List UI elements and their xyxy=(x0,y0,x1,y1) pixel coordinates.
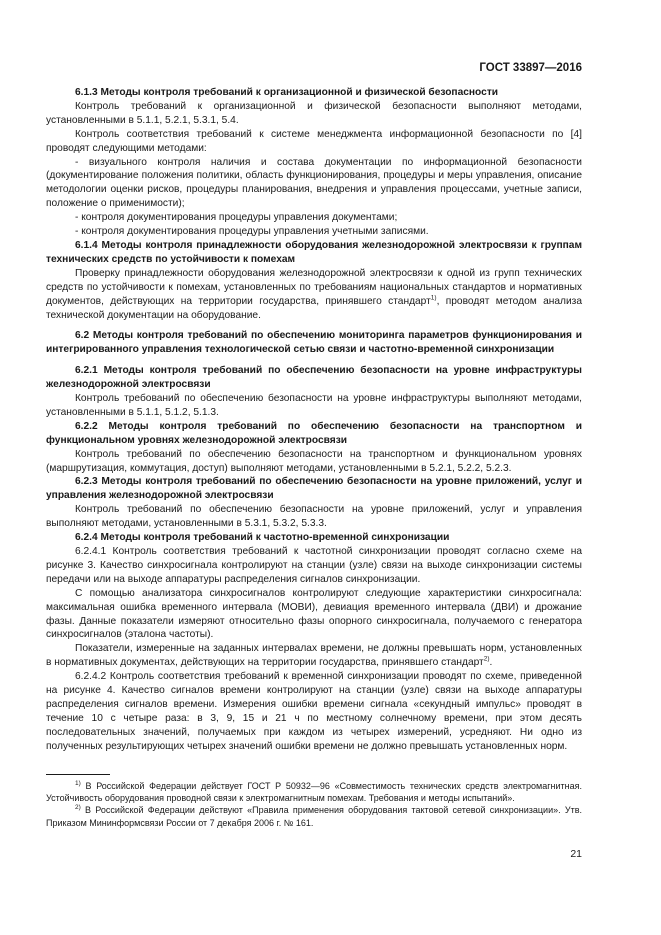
section-6-2-4-1-paragraph-1: 6.2.4.1 Контроль соответствия требований к частотной синхронизации проводят согласно схеме на рисунке 3. Качество синхросигнала контролируют на станции (узле) связи на выходе синхронизации системы передачи или на выходе аппаратуры распределения сигналов синхронизации. xyxy=(46,546,582,585)
section-6-1-4-title: 6.1.4 Методы контроля принадлежности оборудования железнодорожной электросвязи к группам технических средств по устойчивости к помехам xyxy=(46,239,582,265)
section-6-2-1-title: 6.2.1 Методы контроля требований по обеспечению безопасности на уровне инфраструктуры железнодорожной электросвязи xyxy=(46,365,582,391)
section-6-2-4-2-paragraph-1: 6.2.4.2 Контроль соответствия требований к временной синхронизации проводят по схеме, приведенной на рисунке 4. Качество сигналов времени контролируют на станции (узле) связи на выходе аппаратуры распределения сигналов времени. Измерения ошибки времени сигнала «секундный импульс» проводят в течение 10 с четыре раза: в 3, 9, 15 и 21 ч по местному солнечному времени, при этом десять последовательных значений, получаемых при каждом из четырех измерений, усредняют. Ни одно из полученных результирующих четырех значений ошибки времени не должно превышать установленных норм. xyxy=(46,671,582,752)
section-6-1-4-text-b: , проводят методом анализа технической документации на оборудование. xyxy=(46,295,582,321)
footnote-2-mark: 2) xyxy=(75,804,81,812)
footnote-ref-1: 1) xyxy=(430,294,437,302)
section-6-1-3-title: 6.1.3 Методы контроля требований к организационной и физической безопасности xyxy=(75,87,499,98)
section-6-2-2-paragraph-1: Контроль требований по обеспечению безопасности на транспортном и функциональном уровнях (маршрутизация, коммутация, доступ) выполняют методами, установленными в 5.2.1, 5.2.2, 5.2.3. xyxy=(46,448,582,474)
footnote-2 xyxy=(46,804,582,828)
section-6-2-4-1-paragraph-3 xyxy=(46,642,582,670)
section-6-2-4-title: 6.2.4 Методы контроля требований к частотно-временной синхронизации xyxy=(75,532,450,544)
section-6-1-3-paragraph-1: Контроль требований к организационной и физической безопасности выполняют методами, установленными в 5.1.1, 5.2.1, 5.3.1, 5.4. xyxy=(46,100,582,126)
footnote-1-mark: 1) xyxy=(75,780,81,787)
footnote-separator xyxy=(46,774,110,775)
section-6-2-4-1-text-a: Показатели, измеренные на заданных интервалах времени, не должны превышать норм, установленных в нормативных документах, действующих на территории государства, принявшего стандарт xyxy=(46,643,582,669)
section-6-2-title: 6.2 Методы контроля требований по обеспечению мониторинга параметров функционирования и интегрированного управления технологической сетью связи и частотно-временной синхронизации xyxy=(46,330,582,356)
footnotes xyxy=(46,780,582,829)
section-6-2-3-paragraph-1: Контроль требований по обеспечению безопасности на уровне приложений, услуг и управления выполняют методами, установленными в 5.3.1, 5.3.2, 5.3.3. xyxy=(46,504,582,530)
section-6-2-1-paragraph-1: Контроль требований по обеспечению безопасности на уровне инфраструктуры выполняют методами, установленными в 5.1.1, 5.1.2, 5.1.3. xyxy=(46,393,582,418)
document-header-standard: ГОСТ 33897—2016 xyxy=(479,62,582,74)
footnote-1 xyxy=(46,780,582,804)
section-6-1-3-list-item-2: - контроля документирования процедуры управления документами; xyxy=(75,212,398,224)
section-6-2-3-title: 6.2.3 Методы контроля требований по обеспечению безопасности на уровне приложений, услуг и управления железнодорожной электросвязи xyxy=(46,476,582,502)
section-6-1-4-text-a: Проверку принадлежности оборудования железнодорожной электросвязи к одной из групп технических средств по устойчивости к помехам, установленных по требованиям национальных стандартов и нормативных документов, действующих на территории государства, принявшего стандарт xyxy=(46,267,582,307)
footnote-ref-2: 2) xyxy=(483,655,490,663)
main-content xyxy=(46,86,582,754)
section-6-1-3-paragraph-2: Контроль соответствия требований к системе менеджмента информационной безопасности по [4] проводят следующими методами: xyxy=(46,128,582,154)
section-6-2-4-1-text-b: . xyxy=(489,657,493,669)
section-6-2-4-1-paragraph-2: С помощью анализатора синхросигналов контролируют следующие характеристики синхросигнала: максимальная ошибка временного интервала (МОВИ), девиация временного интервала (ДВИ) и дрожание фазы. Данные показатели измеряют относительно фазы опорного синхросигнала, получаемого с генератора синхросигналов (эталона частоты). xyxy=(46,587,582,641)
section-6-1-3-list-item-1: - визуального контроля наличия и состава документации по информационной безопасности (документирование положения политики, область функционирования, процедуры и меры управления, описание методологии оценки рисков, процедуры планирования, внедрения и управления процессами, учетные записи, положение о применимости); xyxy=(46,156,582,210)
section-6-2-2-title: 6.2.2 Методы контроля требований по обеспечению безопасности на транспортном и функциональном уровнях железнодорожной электросвязи xyxy=(46,420,582,446)
footnote-1-text: В Российской Федерации действует ГОСТ Р 50932—96 «Совместимость технических средств электромагнитная. Устойчивость оборудования проводной связи к электромагнитным помехам. Требования и методы испытаний». xyxy=(46,781,582,804)
page-number: 21 xyxy=(570,848,582,860)
section-6-1-3-list-item-3: - контроля документирования процедуры управления учетными записями. xyxy=(75,226,429,238)
section-6-1-4-paragraph-1 xyxy=(46,267,582,323)
footnote-2-text: В Российской Федерации действуют «Правила применения оборудования тактовой сетевой синхронизации». Утв. Приказом Мининформсвязи России от 7 декабря 2006 г. № 161. xyxy=(46,805,582,828)
